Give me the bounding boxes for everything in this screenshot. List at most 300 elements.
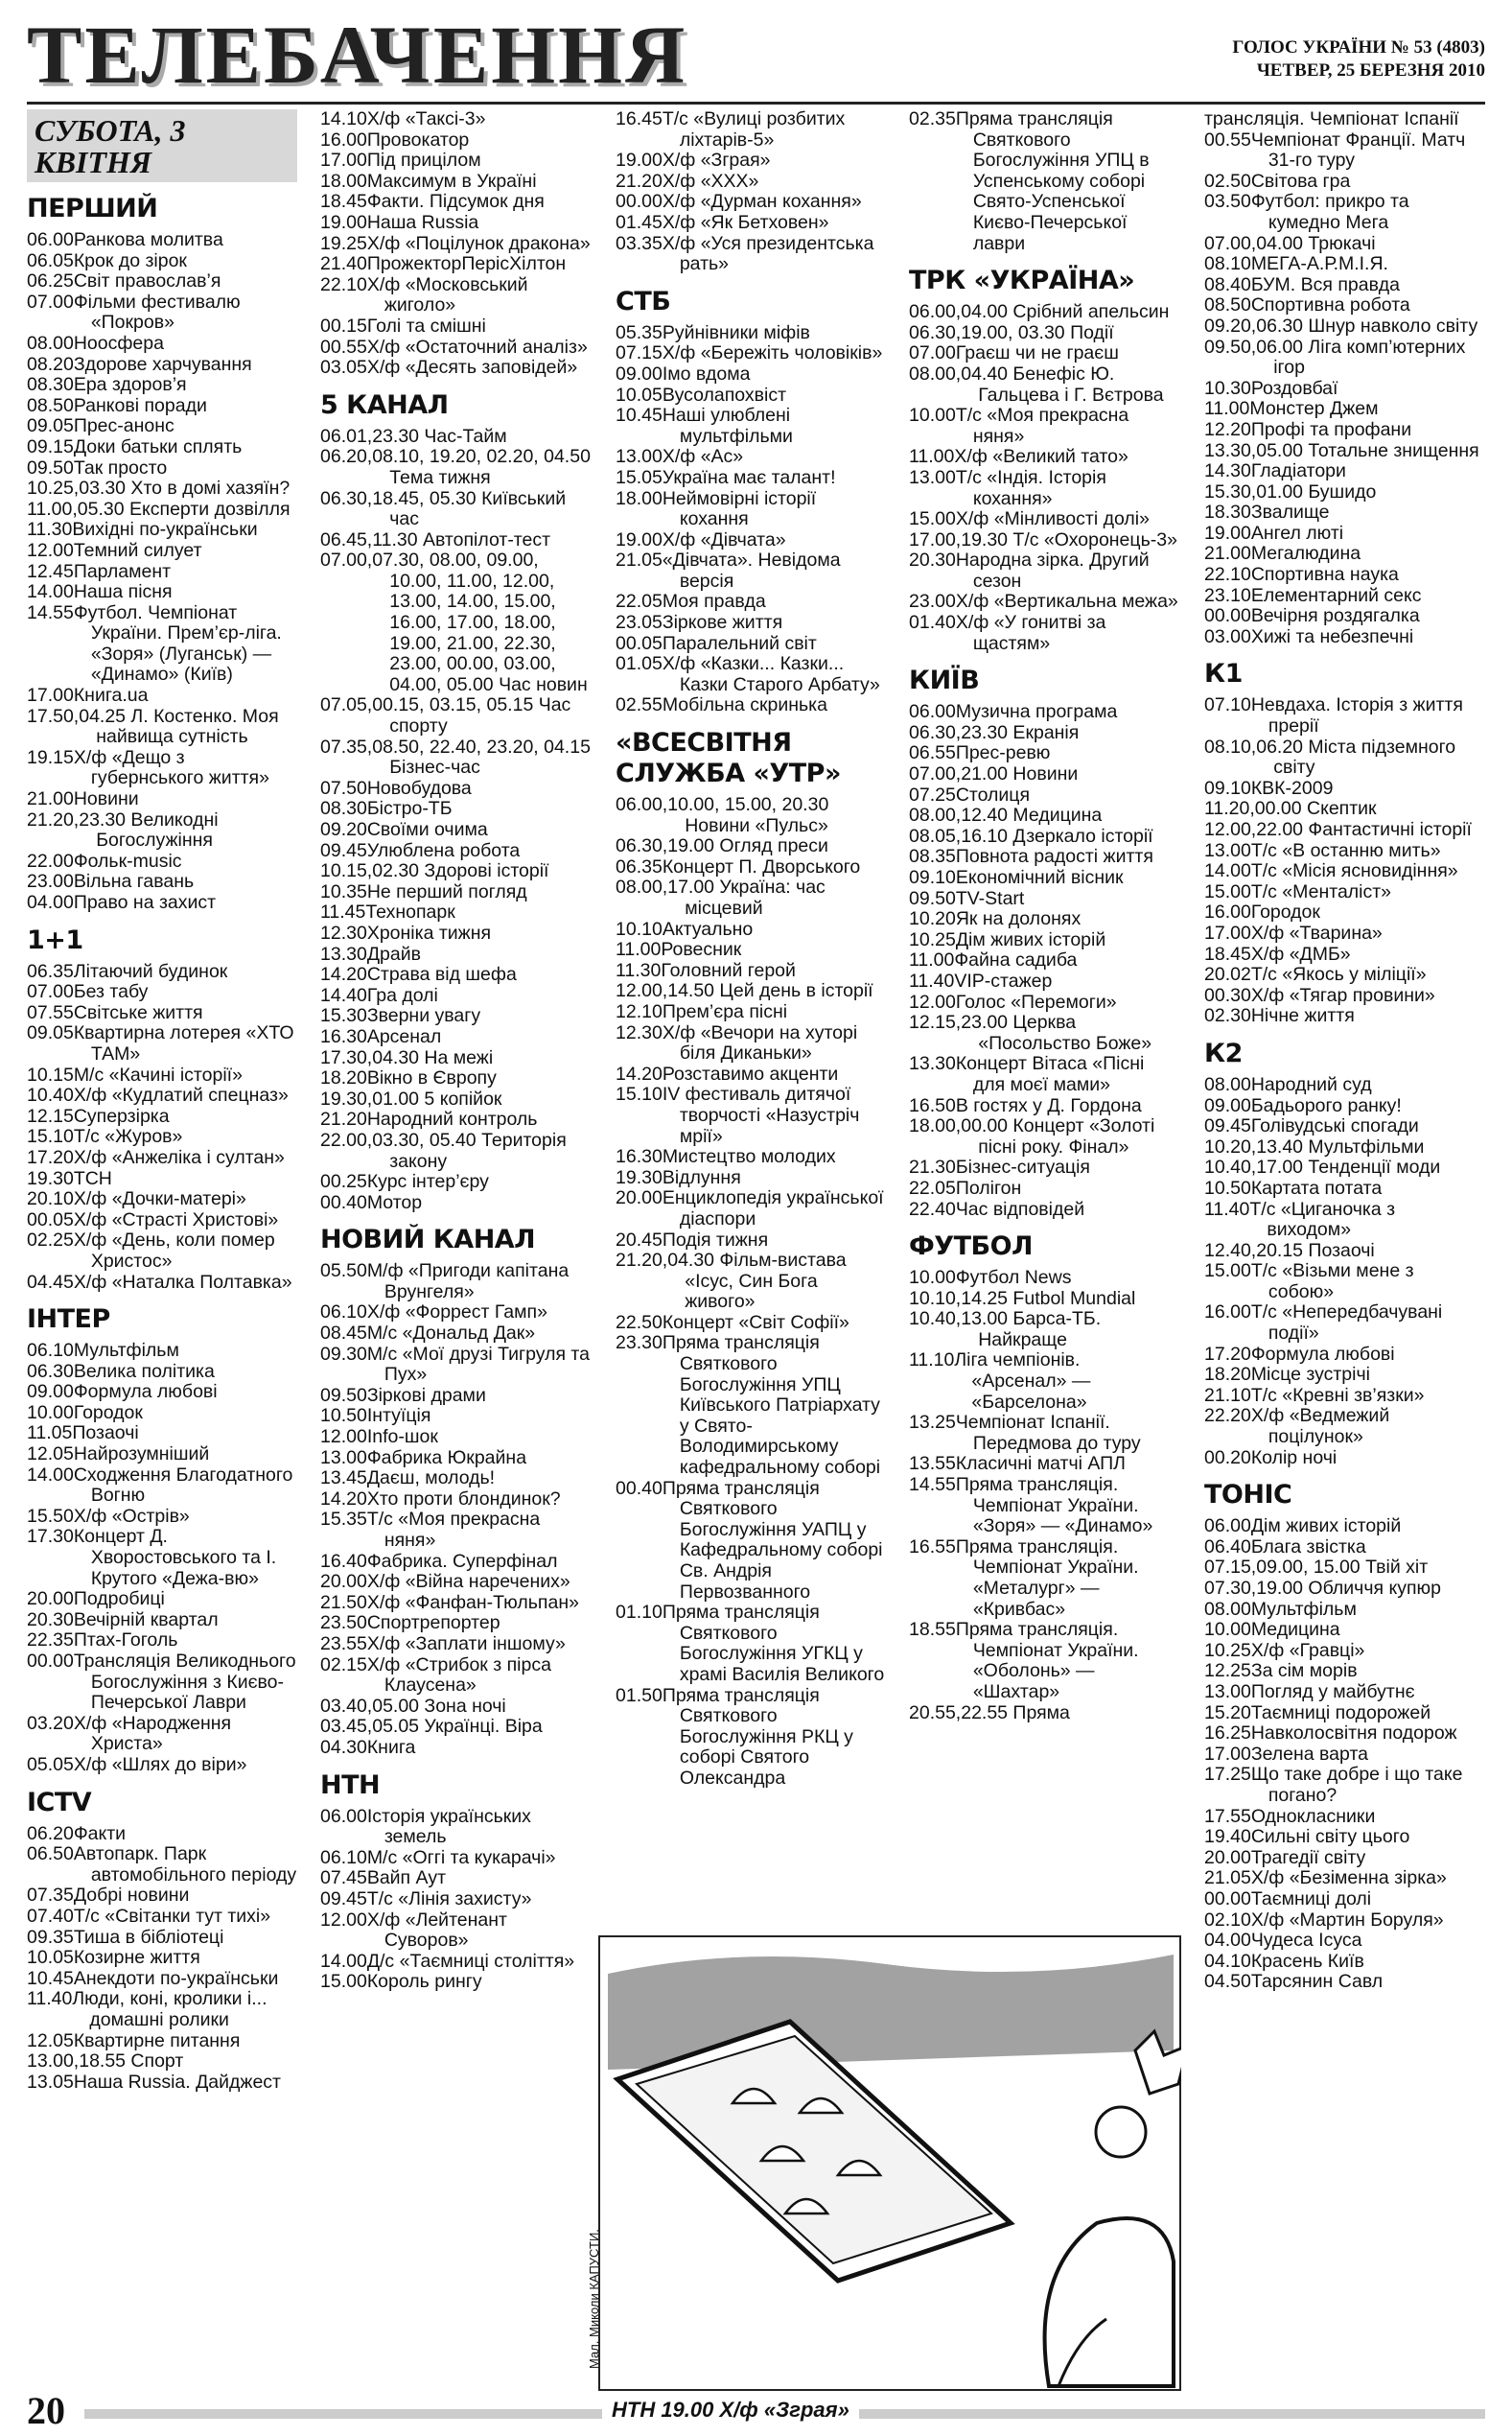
program-entry [27, 500, 297, 521]
program-title: Гра долі [366, 984, 438, 1006]
program-title: Парламент [73, 560, 172, 582]
program-time: 04.45 [27, 1271, 74, 1293]
program-time: 20.30 [27, 1608, 74, 1630]
program-title: Вечірній квартал [73, 1608, 219, 1630]
program-entry [1204, 1386, 1484, 1407]
program-entry [27, 355, 297, 376]
program-title: Т/с «Моя прекрасна няня» [955, 405, 1129, 447]
program-time: 15.00 [320, 1971, 367, 1993]
program-time: 07.00, [1204, 232, 1257, 254]
program-entry [1204, 1723, 1484, 1745]
program-title: Максимум в Україні [366, 170, 537, 192]
program-title: 12.40 Медицина [961, 805, 1103, 827]
program-entry [909, 109, 1179, 254]
program-entry [27, 1465, 297, 1507]
program-time: 21.50 [320, 1591, 367, 1613]
program-time: 14.55 [27, 601, 74, 623]
program-entry [320, 1406, 591, 1427]
program-entry [616, 550, 886, 592]
program-time: 13.00 [320, 1446, 367, 1468]
program-time: 07.35 [27, 1885, 74, 1907]
program-title: Фільми фестивалю «Покров» [73, 291, 241, 334]
program-time: 18.00, [909, 1115, 962, 1137]
program-entry [320, 1089, 591, 1111]
program-time: 12.20 [1204, 418, 1251, 440]
program-entry [27, 1127, 297, 1148]
program-entry [909, 827, 1179, 848]
program-entry [1204, 420, 1484, 441]
program-time: 10.00 [1204, 1619, 1251, 1641]
program-title: Розставимо акценти [662, 1063, 839, 1085]
program-entry [616, 940, 886, 961]
program-time: 06.10 [27, 1340, 74, 1362]
program-entry [320, 1738, 591, 1759]
program-title: Зіркове життя [662, 612, 783, 634]
program-entry [27, 893, 297, 914]
program-entry [909, 1096, 1179, 1117]
program-time: 08.00, [909, 363, 962, 385]
program-title: Концерт Вітаса «Пісні для моєї мами» [955, 1053, 1145, 1095]
program-time: 16.40 [320, 1550, 367, 1572]
program-title: 23.30 Екранія [961, 721, 1080, 743]
program-time: 20.10 [27, 1188, 74, 1210]
program-time: 02.25 [27, 1230, 74, 1252]
program-entry [1204, 338, 1484, 379]
program-entry [616, 836, 886, 857]
program-entry [1204, 1972, 1484, 1993]
section-title: ТЕЛЕБАЧЕННЯ [27, 9, 688, 101]
program-entry [27, 1403, 297, 1424]
program-entry [1204, 441, 1484, 462]
schedule-column-1 [27, 109, 297, 2093]
program-title: «Дівчата». Невідома версія [662, 550, 841, 592]
program-title: Мистецтво молодих [662, 1146, 836, 1168]
program-time: 06.01, [320, 425, 373, 447]
program-entry [320, 1613, 591, 1634]
program-entry [1204, 1579, 1484, 1600]
program-time: 00.30 [1204, 984, 1251, 1006]
program-entry [1204, 544, 1484, 565]
program-time: 06.35 [27, 960, 74, 982]
program-time: 23.10 [1204, 584, 1251, 606]
program-entry [616, 468, 886, 489]
program-time: 07.45 [320, 1867, 367, 1889]
program-time: 03.45, [320, 1716, 373, 1738]
program-entry [1204, 1558, 1484, 1579]
program-entry [27, 1086, 297, 1107]
program-time: 02.55 [616, 694, 663, 716]
program-time: 08.00, [616, 877, 668, 899]
program-title: Світова гра [1250, 170, 1351, 192]
program-entry [909, 806, 1179, 827]
program-title: Позаочі [72, 1422, 139, 1444]
program-title: Х/ф «Московський жиголо» [366, 273, 528, 316]
program-entry [909, 909, 1179, 930]
program-title: М/с «Качині історії» [73, 1064, 243, 1086]
program-title: Провокатор [366, 129, 470, 151]
program-time: 07.00 [27, 291, 74, 313]
program-entry [909, 723, 1179, 744]
program-title: Столиця [955, 784, 1031, 806]
program-title: Україна має талант! [662, 466, 836, 488]
program-title: Новини [73, 788, 139, 810]
program-entry [616, 447, 886, 468]
program-entry [1204, 482, 1484, 504]
program-time: 17.25 [1204, 1764, 1251, 1786]
program-time: 23.55 [320, 1632, 367, 1654]
program-entry [320, 820, 591, 841]
program-title: Квартирна лотерея «ХТО ТАМ» [73, 1022, 294, 1065]
program-entry [27, 2051, 297, 2073]
program-time: 14.00 [1204, 860, 1251, 882]
program-title: Народний суд [1250, 1073, 1372, 1095]
program-title: Народна зірка. Другий сезон [955, 550, 1150, 592]
program-title: Т/с «Моя прекрасна няня» [366, 1509, 541, 1551]
program-title: Ангел люті [1250, 522, 1344, 544]
program-title: Профі та профани [1250, 418, 1412, 440]
program-title: Право на захист [73, 892, 217, 913]
program-entry [27, 707, 297, 748]
program-entry [616, 323, 886, 344]
program-title: Х/ф «Вечори на хуторі біля Диканьки» [662, 1021, 858, 1065]
program-title: TV-Start [955, 887, 1025, 909]
program-title: 05.00 Тотальне знищення [1256, 439, 1479, 461]
program-time: 13.00 [1204, 839, 1251, 861]
program-title: 17.00 Україна: час місцевий [667, 877, 826, 919]
program-entry [909, 1289, 1179, 1310]
program-title: Суперзірка [73, 1105, 170, 1127]
program-entry [1204, 861, 1484, 882]
schedule-column-4 [909, 109, 1179, 1723]
program-entry [909, 950, 1179, 972]
program-entry [1204, 1827, 1484, 1848]
program-title: Новобудова [366, 777, 472, 799]
program-title: 00.15, 03.15, 05.15 Час спорту [372, 694, 571, 738]
program-title: Бадьорого ранку! [1250, 1094, 1402, 1116]
program-title: Х/ф «Десять заповідей» [366, 357, 578, 379]
program-entry [1204, 965, 1484, 986]
program-title: Улюблена робота [366, 839, 521, 861]
program-time: 08.00 [1204, 1073, 1251, 1095]
program-time: 20.30 [909, 550, 956, 572]
program-time: 08.05, [909, 825, 962, 847]
program-time: 15.30, [1204, 480, 1257, 503]
program-time: 16.00 [1204, 902, 1251, 924]
program-time: 15.10 [616, 1084, 663, 1106]
program-entry [27, 1928, 297, 1949]
program-entry [27, 582, 297, 603]
program-time: 06.00 [27, 229, 74, 250]
program-entry [27, 334, 297, 355]
program-time: 08.30 [320, 798, 367, 820]
newspaper-line: ГОЛОС УКРАЇНИ № 53 (4803) [1232, 37, 1485, 58]
program-title: Х/ф «Фанфан-Тюльпан» [366, 1591, 579, 1613]
program-time: 00.05 [27, 1208, 74, 1230]
program-time: 10.50 [1204, 1177, 1251, 1199]
program-entry [1204, 586, 1484, 607]
program-time: 14.20 [616, 1063, 663, 1085]
program-time: 07.15, [1204, 1557, 1257, 1579]
program-entry [616, 213, 886, 234]
program-title: 05.00 Зона ночі [372, 1695, 506, 1717]
program-title: 04.40 Бенефіс Ю. Гальцева і Г. Вєтрова [961, 363, 1164, 406]
program-title: 16.10 Дзеркало історії [961, 825, 1153, 847]
program-title: Факти. Підсумок дня [366, 191, 545, 213]
program-title: Спортивна наука [1250, 564, 1399, 586]
program-entry [616, 878, 886, 919]
program-title: Наша Russia. Дайджест [73, 2071, 281, 2093]
program-entry [1204, 1302, 1484, 1344]
program-entry [27, 251, 297, 272]
program-time: 15.20 [1204, 1701, 1251, 1723]
program-entry [27, 1169, 297, 1190]
program-entry [909, 1537, 1179, 1620]
program-time: 09.45 [320, 839, 367, 861]
program-entry [1204, 841, 1484, 862]
program-time: 06.00, [909, 301, 962, 323]
program-time: 12.40, [1204, 1239, 1257, 1261]
program-entry [27, 416, 297, 437]
program-entry [320, 965, 591, 986]
program-entry [909, 1179, 1179, 1200]
program-entry [27, 1148, 297, 1169]
program-title: Футбол News [955, 1267, 1072, 1289]
program-time: 08.20 [27, 353, 74, 375]
program-entry [616, 1023, 886, 1065]
program-title: 06.00 Ліга комп’ютерних ігор [1256, 336, 1466, 379]
program-entry [320, 316, 591, 338]
program-time: 06.30, [909, 321, 962, 343]
program-entry [616, 343, 886, 364]
program-title: Енциклопедія української діаспори [662, 1187, 884, 1230]
program-time: 13.05 [27, 2071, 74, 2093]
program-time: 23.00 [909, 591, 956, 613]
program-time: 10.40 [27, 1085, 74, 1107]
program-entry [27, 1589, 297, 1610]
program-time: 11.40 [909, 970, 955, 992]
program-title: Х/ф «Зграя» [662, 150, 771, 172]
program-title: Картата потата [1250, 1177, 1383, 1199]
program-entry [1204, 1006, 1484, 1027]
program-time: 21.20, [616, 1250, 668, 1272]
program-time: 10.05 [27, 1947, 74, 1969]
program-entry [1204, 172, 1484, 193]
program-entry [1204, 1641, 1484, 1662]
program-time: 10.35 [320, 880, 367, 902]
program-title: Фабрика. Суперфінал [366, 1550, 558, 1572]
program-entry [909, 343, 1179, 364]
program-entry [1204, 1765, 1484, 1806]
program-title: 04.30 На межі [372, 1046, 494, 1068]
program-entry [909, 1200, 1179, 1221]
program-time: 10.15 [27, 1064, 74, 1086]
program-entry [1204, 1745, 1484, 1766]
program-title: Відлуння [662, 1166, 741, 1188]
program-title: Медицина [1250, 1619, 1340, 1641]
program-title: Прес-ревю [955, 742, 1051, 764]
program-time: 16.30 [616, 1146, 663, 1168]
program-title: 05.30 Експерти дозвілля [77, 498, 291, 520]
program-entry [320, 1027, 591, 1048]
program-time: 08.10, [1204, 736, 1257, 758]
program-entry [909, 1013, 1179, 1054]
program-entry [1204, 1365, 1484, 1386]
program-title: 10.00, 15.00, 20.30 Новини «Пульс» [667, 794, 829, 836]
program-entry [27, 1989, 297, 2030]
program-entry [909, 302, 1179, 323]
program-title: За сім морів [1250, 1660, 1358, 1682]
program-entry [1204, 1703, 1484, 1724]
channel-header: НТН [320, 1769, 381, 1800]
program-title: 00.00 Концерт «Золоті пісні року. Фінал» [961, 1115, 1155, 1158]
program-time: 11.40 [27, 1988, 73, 2010]
program-entry [616, 192, 886, 213]
program-time: 19.40 [1204, 1826, 1251, 1848]
program-title: Класичні матчі АПЛ [955, 1453, 1126, 1475]
program-entry [616, 695, 886, 716]
page-number: 20 [27, 2389, 65, 2432]
program-time: 11.30 [27, 519, 73, 541]
program-time: 13.45 [320, 1467, 367, 1489]
program-title: Пряма трансляція Святкового Богослужіння УПЦ в Успенському соборі Свято-Успенської Києво-Печерської лаври [955, 108, 1150, 254]
program-title: Т/с «Вулиці розбитих ліхтарів-5» [662, 108, 846, 151]
program-title: Т/с «Індія. Історія кохання» [955, 466, 1106, 509]
program-entry [1204, 399, 1484, 420]
program-entry [1204, 1448, 1484, 1469]
program-entry [27, 293, 297, 334]
program-time: 12.25 [1204, 1660, 1251, 1682]
program-time: 21.05 [616, 550, 663, 572]
program-title: Х/ф «Дівчата» [662, 528, 786, 550]
program-entry [1204, 606, 1484, 627]
program-title: Футбол. Чемпіонат України. Прем’єр-ліга. «Зоря» (Луганськ) — «Динамо» (Київ) [73, 601, 282, 686]
program-entry [1204, 1910, 1484, 1932]
cartoon-illustration [598, 1935, 1181, 2391]
program-entry [27, 1210, 297, 1231]
program-title: Бістро-ТБ [366, 798, 453, 820]
program-time: 10.50 [320, 1405, 367, 1427]
program-time: 07.55 [27, 1001, 74, 1023]
program-entry [27, 479, 297, 500]
program-title: 09.00, 15.00 Твій хіт [1256, 1557, 1429, 1579]
program-entry [320, 1634, 591, 1655]
program-title: Х/ф «Великий тато» [954, 446, 1128, 468]
program-entry [1204, 820, 1484, 841]
program-entry [27, 1382, 297, 1403]
program-time: 20.00 [616, 1187, 663, 1209]
program-entry [616, 1479, 886, 1604]
program-entry [1204, 1179, 1484, 1200]
program-title: Імо вдома [662, 363, 751, 385]
program-title: Невдаха. Історія з життя прерії [1250, 694, 1463, 738]
program-entry [1204, 1600, 1484, 1621]
program-entry [1204, 1158, 1484, 1179]
program-entry [616, 654, 886, 695]
program-time: 06.20 [27, 1822, 74, 1844]
program-title: Ера здоров’я [73, 374, 187, 396]
program-entry [909, 930, 1179, 951]
program-title: 22.00 Фантастичні історії [1256, 819, 1472, 840]
program-title: Вихідні по-українськи [72, 519, 258, 541]
program-time: 02.50 [1204, 170, 1251, 192]
program-time: 12.00 [320, 1426, 367, 1448]
program-time: 09.30 [320, 1343, 367, 1365]
program-entry [320, 1261, 591, 1302]
program-time: 18.00 [320, 170, 367, 192]
program-entry [27, 1610, 297, 1631]
program-time: 06.40 [1204, 1535, 1251, 1558]
channel-header: К2 [1204, 1038, 1243, 1068]
program-time: 17.00 [1204, 1743, 1251, 1765]
program-entry [909, 847, 1179, 868]
program-entry [1204, 254, 1484, 275]
program-entry [320, 234, 591, 255]
program-title: Т/с «Кревні зв’язки» [1250, 1384, 1425, 1406]
program-time: 09.50 [909, 887, 956, 909]
program-title: Т/с «Візьми мене з собою» [1250, 1260, 1414, 1302]
program-title: Світське життя [73, 1001, 203, 1023]
program-title: Т/с «Журов» [73, 1126, 183, 1148]
program-title: Мобільна скринька [662, 694, 827, 716]
program-time: 02.10 [1204, 1909, 1251, 1931]
channel-header: ICTV [27, 1787, 92, 1817]
program-title: Граєш чи не граєш [955, 342, 1119, 364]
program-title: Пряма трансляція Святкового Богослужіння УАПЦ у Кафедральному соборі Св. Андрія Первозванного [662, 1477, 883, 1603]
program-time: 11.00 [616, 939, 662, 961]
program-entry [27, 1273, 297, 1294]
program-entry [27, 789, 297, 810]
program-entry [1204, 799, 1484, 820]
program-time: 05.35 [616, 321, 663, 343]
program-title: Мультфільм [1250, 1598, 1357, 1620]
program-time: 12.30 [320, 922, 367, 944]
program-time: 13.30 [909, 1053, 956, 1075]
program-time: 10.25 [909, 928, 956, 950]
program-entry [616, 234, 886, 275]
program-time: 12.00 [27, 539, 74, 561]
program-title: Вільна гавань [73, 871, 195, 893]
program-entry [27, 962, 297, 983]
program-time: 04.00 [1204, 1930, 1251, 1952]
program-entry [320, 1323, 591, 1345]
program-time: 15.35 [320, 1509, 367, 1531]
program-entry [909, 785, 1179, 807]
program-time: 03.05 [320, 357, 367, 379]
program-title: 03.30 Хто в домі хазяїн? [79, 478, 291, 500]
program-entry [1204, 192, 1484, 233]
program-entry [27, 1066, 297, 1087]
program-title: Формула любові [73, 1381, 218, 1403]
program-time: 06.55 [909, 742, 956, 764]
program-title: Книга.ua [73, 685, 149, 707]
program-entry [1204, 1620, 1484, 1641]
program-time: 10.15, [320, 860, 373, 882]
program-entry [616, 920, 886, 941]
program-title: 18.55 Спорт [79, 2050, 184, 2073]
program-time: 21.10 [1204, 1384, 1251, 1406]
program-entry [616, 592, 886, 613]
program-title: 13.00 Барса-ТБ. Найкраще [961, 1308, 1102, 1350]
program-time: 00.00 [27, 1651, 74, 1672]
program-title: Світ православ’я [73, 270, 221, 293]
program-time: 00.20 [1204, 1446, 1251, 1468]
program-time: 00.40 [616, 1477, 663, 1499]
program-title: Звалище [1250, 502, 1330, 524]
program-entry [27, 748, 297, 789]
program-title: Х/ф «Страсті Христові» [73, 1208, 279, 1230]
program-title: Мотор [366, 1191, 423, 1213]
program-title: Музична програма [955, 701, 1118, 723]
